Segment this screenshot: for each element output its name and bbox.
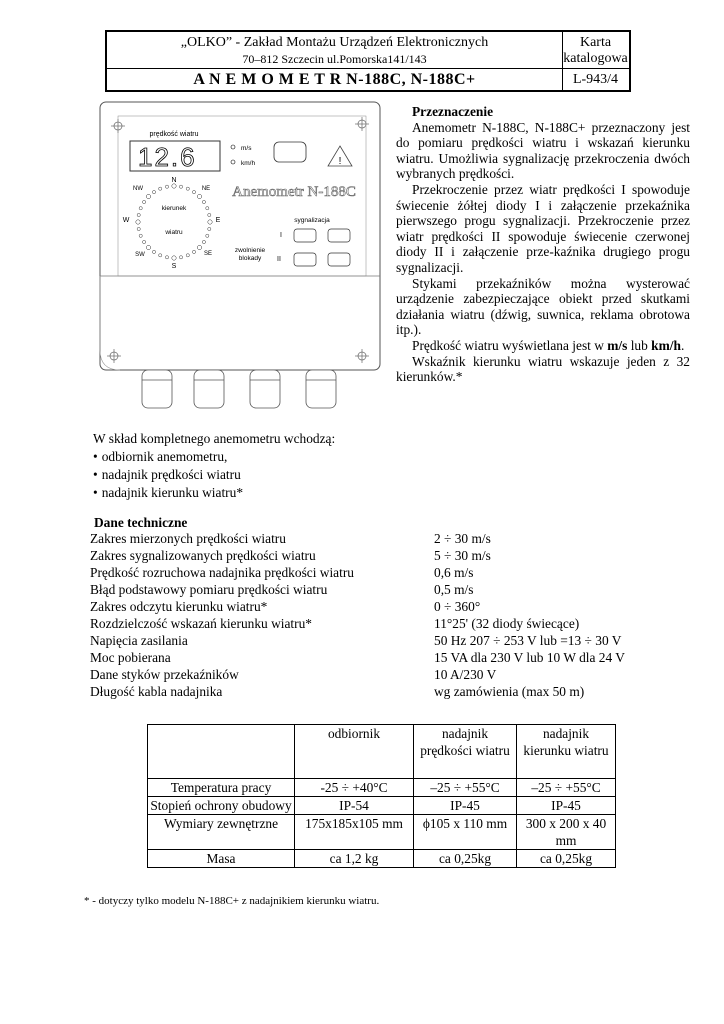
signal-II-down-button[interactable] — [294, 253, 316, 266]
direction-led — [186, 254, 189, 257]
company-name: „OLKO” - Zakład Montażu Urządzeń Elektronicznych — [180, 35, 489, 50]
purpose-paragraph: Stykami przekaźników można wysterować urządzenie zabezpieczające obiekt przed skutkami działania wiatru (dźwig, suwnica, reklama obrotowa itp.). — [396, 275, 690, 338]
catalog-code: L-943/4 — [572, 72, 619, 87]
purpose-paragraph: Przekroczenie przez wiatr prędkości I spowoduje świecenie żółtej diody I i załączenie przekaźnika pierwszego progu sygnalizacji. Przekroczenie przez wiatr prędkości II spowoduje świecenie czerwonej diody II i załączenie prze-kaźnika drugiego progu sygnalizacji. — [396, 181, 690, 275]
svg-text:E: E — [215, 217, 221, 224]
direction-led — [139, 234, 142, 237]
device-brand: Anemometr N-188C — [232, 184, 356, 200]
direction-led — [202, 200, 205, 203]
direction-led — [208, 227, 211, 230]
spec-row: Zakres sygnalizowanych prędkości wiatru 5 ÷ 30 m/s — [90, 548, 491, 563]
svg-text:NW: NW — [133, 186, 143, 192]
direction-led — [137, 213, 140, 216]
direction-led — [202, 240, 205, 243]
direction-led — [159, 254, 162, 257]
direction-led — [192, 191, 195, 194]
signal-I-label: I — [280, 232, 282, 239]
direction-led — [165, 185, 168, 188]
direction-led — [139, 207, 142, 210]
direction-led — [137, 227, 140, 230]
speed-display: 12.6 — [138, 142, 197, 172]
spec-row: Prędkość rozruchowa nadajnika prędkości wiatru 0,6 m/s — [90, 565, 474, 580]
svg-text:NE: NE — [201, 186, 211, 192]
direction-led — [165, 256, 168, 259]
speed-label: prędkość wiatru — [149, 131, 199, 138]
spec-row: Rozdzielczość wskazań kierunku wiatru* 11°25' (32 diody świecące) — [90, 616, 580, 631]
specs-heading: Dane techniczne — [94, 515, 188, 530]
svg-text:SE: SE — [203, 251, 213, 257]
spec-row: Długość kabla nadajnika wg zamówienia (max 50 m) — [90, 684, 585, 699]
spec-row: Zakres odczytu kierunku wiatru* 0 ÷ 360° — [90, 599, 481, 614]
table-row: Stopień ochrony obudowy IP-54 IP-45 IP-45 — [148, 797, 616, 815]
cable-glands — [142, 370, 336, 408]
table-row: Temperatura pracy -25 ÷ +40°C –25 ÷ +55°C –25 ÷ +55°C — [148, 779, 616, 797]
parameters-table — [147, 724, 616, 868]
svg-text:!: ! — [338, 156, 342, 167]
direction-led — [172, 256, 176, 260]
direction-led — [179, 256, 182, 259]
svg-text:W: W — [122, 217, 130, 224]
signal-I-up-button[interactable] — [328, 229, 350, 242]
purpose-paragraph: Wskaźnik kierunku wiatru wskazuje jeden z 32 kierunków.* — [396, 353, 690, 385]
composition-intro: W skład kompletnego anemometru wchodzą: — [93, 431, 336, 446]
direction-led — [197, 194, 201, 198]
purpose-heading: Przeznaczenie — [412, 104, 494, 119]
document-title: A N E M O M E T R N-188C, N-188C+ — [193, 71, 476, 88]
spec-row: Zakres mierzonych prędkości wiatru 2 ÷ 30 m/s — [90, 531, 491, 546]
signal-I-down-button[interactable] — [294, 229, 316, 242]
unit-toggle-button[interactable] — [274, 142, 306, 162]
svg-text:SW: SW — [135, 252, 145, 258]
direction-led — [146, 194, 150, 198]
signal-II-label: II — [277, 256, 281, 263]
direction-led — [197, 245, 201, 249]
direction-led — [208, 220, 212, 224]
table-row: Wymiary zewnętrzne 175x185x105 mm ϕ105 x 110 mm 300 x 200 x 40 mm — [148, 815, 616, 850]
direction-led — [179, 185, 182, 188]
spec-row: Błąd podstawowy pomiaru prędkości wiatru 0,5 m/s — [90, 582, 474, 597]
list-item: • nadajnik prędkości wiatru — [93, 466, 335, 484]
company-address: 70–812 Szczecin ul.Pomorska141/143 — [242, 52, 427, 66]
specs-list — [90, 530, 690, 700]
unit-ms-label: m/s — [241, 145, 252, 152]
direction-led — [172, 184, 176, 188]
card-type: Karta katalogowa — [563, 35, 628, 66]
direction-led — [136, 220, 140, 224]
direction-led — [143, 200, 146, 203]
spec-row: Napięcia zasilania 50 Hz 207 ÷ 253 V lub =13 ÷ 30 V — [90, 633, 622, 648]
svg-text:S: S — [171, 263, 177, 270]
signal-II-up-button[interactable] — [328, 253, 350, 266]
purpose-section — [396, 104, 690, 385]
list-item: • nadajnik kierunku wiatru* — [93, 484, 335, 502]
release-label-2: blokady — [238, 255, 262, 262]
direction-led — [192, 250, 195, 253]
direction-label-1: kierunek — [161, 205, 187, 212]
release-label-1: zwolnienie — [234, 247, 266, 254]
direction-led — [152, 191, 155, 194]
header-box — [105, 30, 631, 92]
direction-led — [206, 207, 209, 210]
unit-kmh-label: km/h — [241, 160, 256, 167]
device-drawing — [94, 100, 384, 430]
composition-section — [93, 430, 335, 502]
table-row: Masa ca 1,2 kg ca 0,25kg ca 0,25kg — [148, 850, 616, 868]
svg-text:N: N — [171, 177, 177, 184]
direction-label-2: wiatru — [165, 229, 183, 236]
direction-led — [159, 187, 162, 190]
purpose-paragraph: Anemometr N-188C, N-188C+ przeznaczony jest do pomiaru prędkości wiatru i wskazań kierunku wiatru. Umożliwia sygnalizację przekroczenia dwóch wybranych prędkości. — [396, 119, 690, 182]
direction-led — [146, 245, 150, 249]
list-item: • odbiornik anemometru, — [93, 448, 335, 466]
spec-row: Dane styków przekaźników 10 A/230 V — [90, 667, 497, 682]
spec-row: Moc pobierana 15 VA dla 230 V lub 10 W dla 24 V — [90, 650, 625, 665]
table-row: odbiornik nadajnik prędkości wiatru nadajnik kierunku wiatru — [148, 725, 616, 779]
purpose-paragraph: Prędkość wiatru wyświetlana jest w m/s lub km/h. — [412, 337, 685, 353]
direction-led — [186, 187, 189, 190]
direction-led — [206, 234, 209, 237]
footnote: * - dotyczy tylko modelu N-188C+ z nadajnikiem kierunku wiatru. — [84, 895, 380, 907]
signal-label: sygnalizacja — [294, 217, 330, 224]
direction-led — [208, 213, 211, 216]
direction-led — [143, 240, 146, 243]
direction-led — [152, 250, 155, 253]
